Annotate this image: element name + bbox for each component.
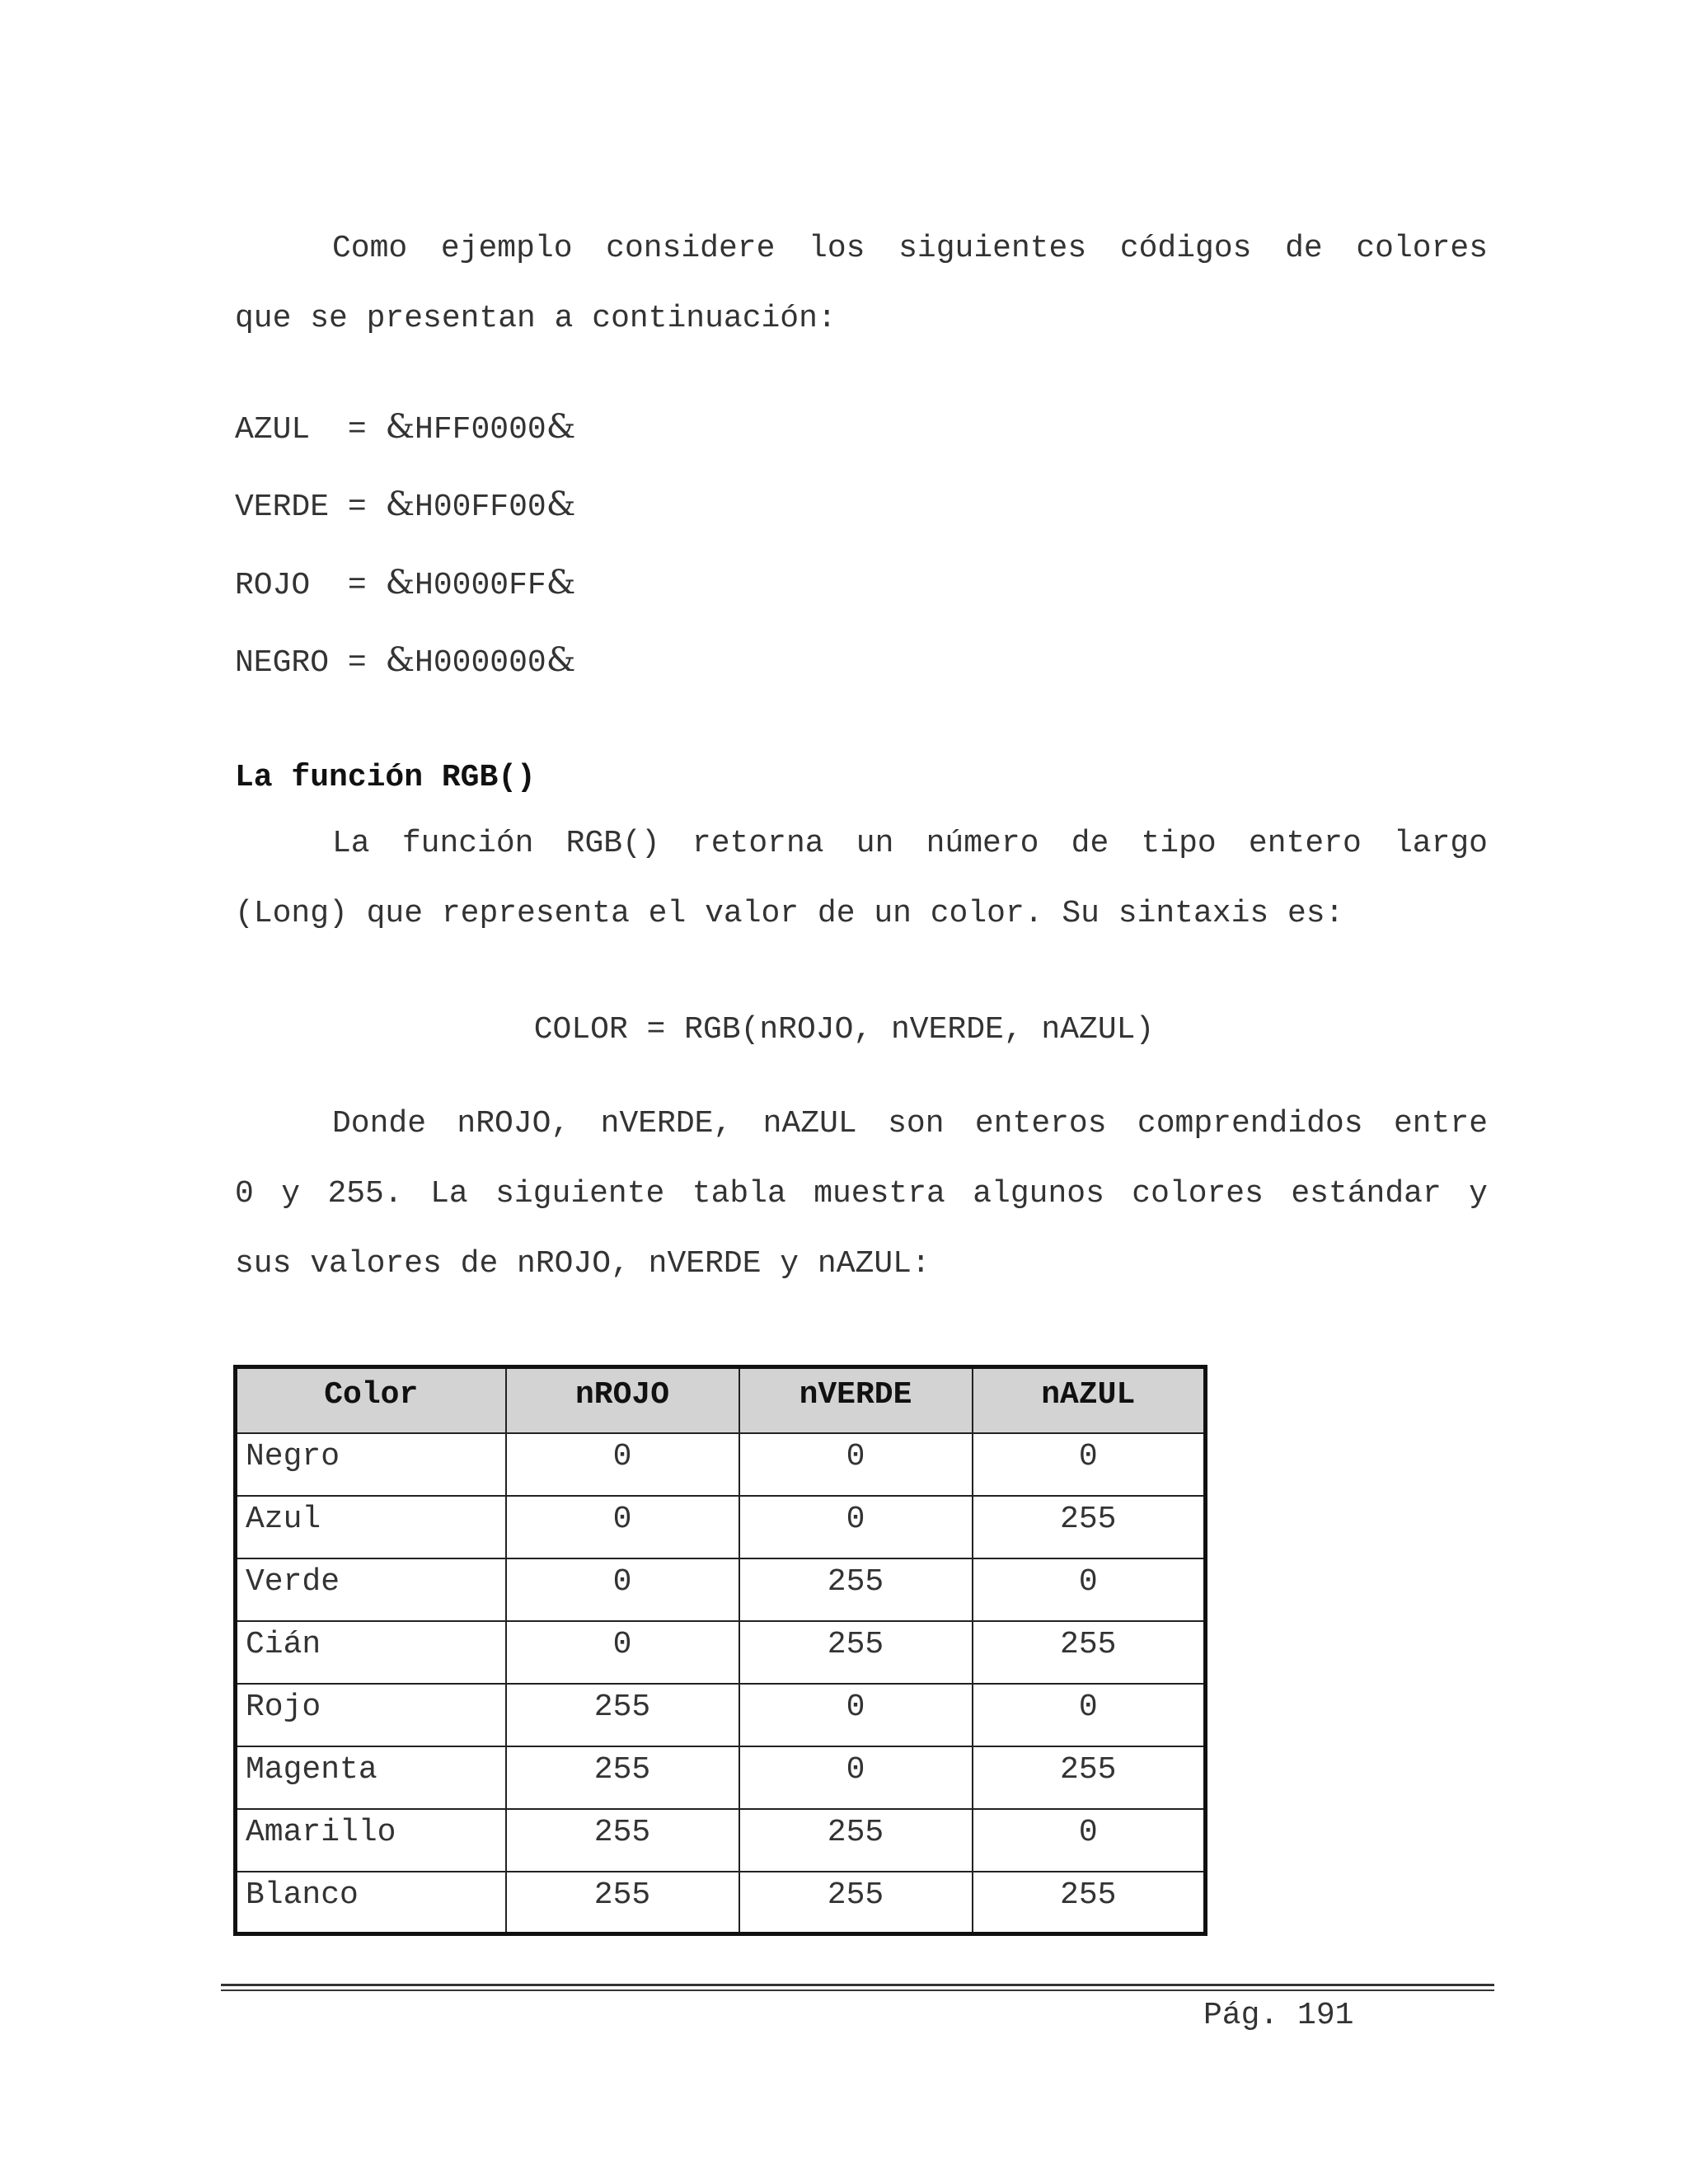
- code-value: H00FF00: [415, 490, 546, 525]
- code-line-negro: [235, 643, 575, 681]
- column-header-color: Color: [236, 1367, 506, 1433]
- table-cell: 255: [739, 1872, 973, 1934]
- table-cell: Verde: [236, 1558, 506, 1621]
- table-cell: 255: [506, 1872, 739, 1934]
- ampersand-symbol: &: [385, 485, 415, 523]
- table-cell: 0: [739, 1684, 973, 1746]
- table-cell: 255: [973, 1496, 1206, 1558]
- table-cell: 0: [973, 1809, 1206, 1872]
- rgb-formula: COLOR = RGB(nROJO, nVERDE, nAZUL): [533, 1012, 1155, 1047]
- rgb-desc-line-2: (Long) que representa el valor de un color. Su sintaxis es:: [235, 896, 1344, 931]
- where-line-2: 0 y 255. La siguiente tabla muestra algunos colores estándar y: [235, 1176, 1488, 1212]
- code-line-azul: [235, 410, 575, 448]
- color-values-table: [233, 1365, 1207, 1936]
- code-value: H000000: [415, 645, 546, 681]
- table-cell: 255: [973, 1621, 1206, 1684]
- table-cell: 0: [506, 1621, 739, 1684]
- footer-divider: [221, 1990, 1494, 1991]
- code-label: NEGRO =: [235, 645, 386, 681]
- table-cell: 255: [506, 1809, 739, 1872]
- table-row: [236, 1746, 1206, 1809]
- table-cell: 255: [973, 1872, 1206, 1934]
- table-cell: 0: [973, 1558, 1206, 1621]
- code-value: H0000FF: [415, 568, 546, 603]
- ampersand-symbol: &: [546, 641, 576, 679]
- table-cell: 0: [973, 1433, 1206, 1496]
- table-row: [236, 1684, 1206, 1746]
- section-heading: La función RGB(): [235, 760, 536, 795]
- table-cell: 255: [739, 1621, 973, 1684]
- code-line-verde: [235, 487, 575, 525]
- rgb-desc-line-1: La función RGB() retorna un número de tipo entero largo: [332, 826, 1488, 861]
- table-row: [236, 1809, 1206, 1872]
- column-header-nazul: nAZUL: [973, 1367, 1206, 1433]
- code-value: HFF0000: [415, 412, 546, 448]
- table-cell: 0: [739, 1433, 973, 1496]
- ampersand-symbol: &: [385, 641, 415, 679]
- code-label: ROJO =: [235, 568, 386, 603]
- table-row: [236, 1621, 1206, 1684]
- column-header-nverde: nVERDE: [739, 1367, 973, 1433]
- ampersand-symbol: &: [546, 485, 576, 523]
- table-header-row: [236, 1367, 1206, 1433]
- table-cell: 0: [739, 1496, 973, 1558]
- ampersand-symbol: &: [546, 408, 576, 446]
- intro-line-2: que se presentan a continuación:: [235, 301, 837, 336]
- table-cell: 0: [506, 1558, 739, 1621]
- table-cell: Rojo: [236, 1684, 506, 1746]
- column-header-nrojo: nROJO: [506, 1367, 739, 1433]
- table-row: [236, 1496, 1206, 1558]
- code-line-rojo: [235, 565, 575, 603]
- ampersand-symbol: &: [546, 564, 576, 602]
- where-line-3: sus valores de nROJO, nVERDE y nAZUL:: [235, 1246, 931, 1282]
- table-cell: 0: [506, 1496, 739, 1558]
- page-number: Pág. 191: [1203, 1998, 1354, 2033]
- intro-line-1: Como ejemplo considere los siguientes códigos de colores: [332, 231, 1488, 266]
- table-cell: 255: [506, 1746, 739, 1809]
- table-row: [236, 1433, 1206, 1496]
- table-cell: 255: [739, 1558, 973, 1621]
- table-cell: Cián: [236, 1621, 506, 1684]
- table-cell: 255: [506, 1684, 739, 1746]
- table-cell: 0: [506, 1433, 739, 1496]
- table-row: [236, 1558, 1206, 1621]
- table-cell: 255: [739, 1809, 973, 1872]
- table-cell: Blanco: [236, 1872, 506, 1934]
- ampersand-symbol: &: [385, 408, 415, 446]
- footer-divider: [221, 1984, 1494, 1986]
- ampersand-symbol: &: [385, 564, 415, 602]
- code-label: AZUL =: [235, 412, 386, 448]
- table-row: [236, 1872, 1206, 1934]
- table-cell: Azul: [236, 1496, 506, 1558]
- table-cell: 255: [973, 1746, 1206, 1809]
- table-cell: Negro: [236, 1433, 506, 1496]
- where-line-1: Donde nROJO, nVERDE, nAZUL son enteros comprendidos entre: [332, 1106, 1488, 1141]
- table-cell: 0: [973, 1684, 1206, 1746]
- table-cell: Amarillo: [236, 1809, 506, 1872]
- table-cell: Magenta: [236, 1746, 506, 1809]
- table-cell: 0: [739, 1746, 973, 1809]
- code-label: VERDE =: [235, 490, 386, 525]
